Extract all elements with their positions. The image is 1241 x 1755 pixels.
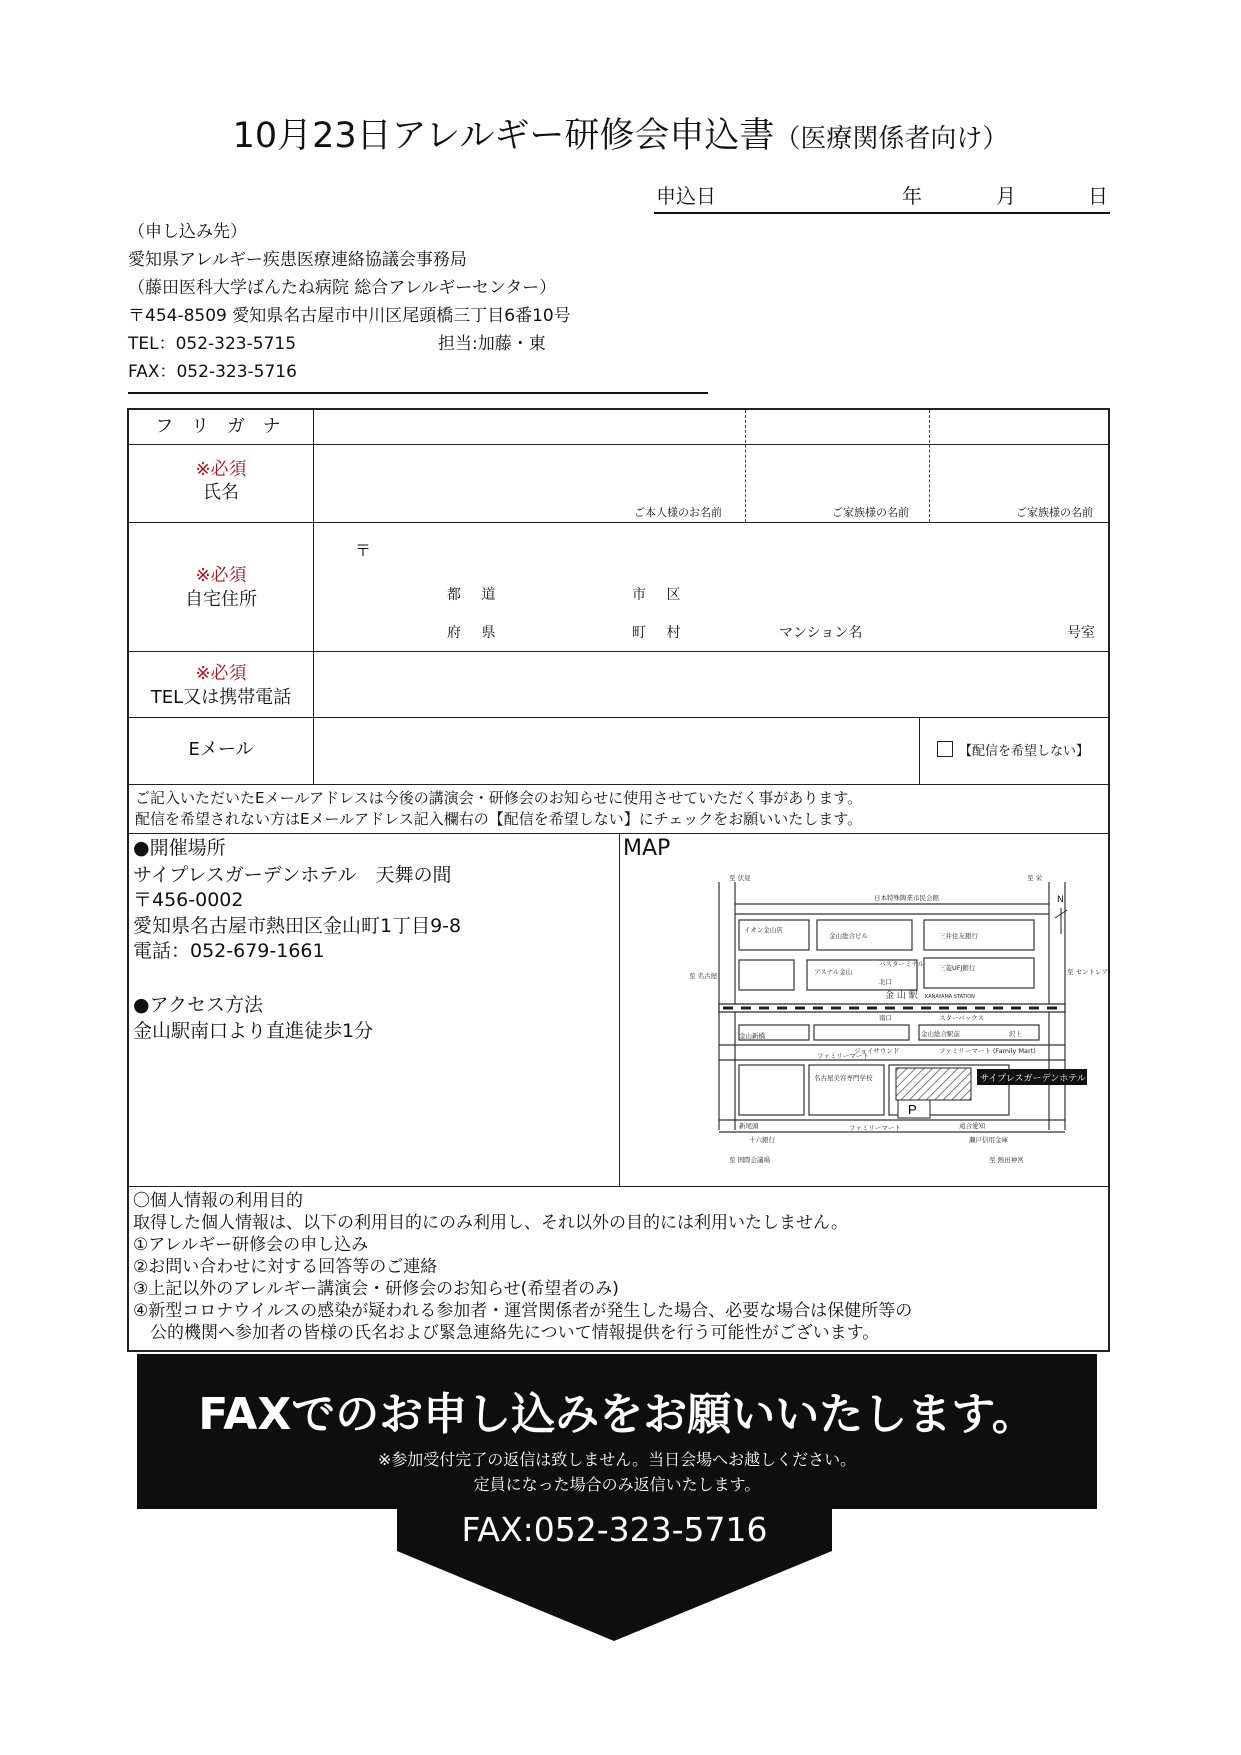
choson-label: 町 村 bbox=[632, 625, 689, 641]
column-divider bbox=[619, 833, 620, 1186]
no-delivery-checkbox[interactable] bbox=[937, 741, 953, 757]
tel-input[interactable] bbox=[315, 653, 1109, 715]
map-aeon: イオン金山店 bbox=[744, 926, 783, 934]
map-mufg: 三菱UFJ銀行 bbox=[939, 964, 976, 972]
title-sub: （医療関係者向け） bbox=[774, 124, 1009, 154]
map-sakae: 至 栄 bbox=[1027, 874, 1043, 882]
shiku-label: 市 区 bbox=[632, 587, 689, 603]
map-kanayama-bldg: 金山総合ビル bbox=[829, 932, 868, 940]
no-delivery-option[interactable] bbox=[937, 740, 1089, 759]
destination-address: 〒454-8509 愛知県名古屋市中川区尾頭橋三丁目6番10号 bbox=[128, 306, 571, 326]
purpose-item-1: ①アレルギー研修会の申し込み bbox=[133, 1235, 369, 1255]
address-label: 自宅住所 bbox=[185, 589, 257, 610]
row-divider bbox=[129, 717, 1108, 718]
map-minamiguchi: 南口 bbox=[879, 1014, 892, 1022]
column-divider bbox=[919, 717, 920, 784]
map-school: 名古屋美容専門学校 bbox=[814, 1074, 873, 1082]
map-shinodashi: 新尾頭 bbox=[739, 1122, 759, 1130]
map-bus: バスターミナル bbox=[879, 960, 925, 968]
map-atsuta: 至 熱田神宮 bbox=[989, 1156, 1024, 1164]
furigana-label: フ リ ガ ナ bbox=[155, 416, 287, 437]
email-label: Eメール bbox=[188, 739, 254, 760]
destination-org: 愛知県アレルギー疾患医療連絡協議会事務局 bbox=[128, 250, 467, 270]
year-label: 年 bbox=[902, 184, 922, 208]
destination-contact: 担当:加藤・東 bbox=[438, 334, 546, 354]
venue-tel: 電話：052-679-1661 bbox=[133, 940, 325, 962]
todo-label: 都 道 bbox=[447, 587, 504, 603]
map-kanayama-ekimae: 金山総合駅前 bbox=[921, 1030, 960, 1038]
access-heading: ●アクセス方法 bbox=[133, 994, 264, 1016]
map-asunal: アスナル金山 bbox=[814, 968, 853, 976]
destination-dept: （藤田医科大学ばんたね病院 総合アレルギーセンター） bbox=[128, 278, 557, 298]
map-kitaguchi: 北口 bbox=[879, 978, 892, 986]
banner-note-2: 定員になった場合のみ返信いたします。 bbox=[473, 1475, 761, 1494]
tel-label: TEL又は携帯電話 bbox=[150, 687, 292, 708]
mansion-label: マンション名 bbox=[779, 625, 863, 641]
map-familymart3: ファミリーマート bbox=[849, 1124, 901, 1132]
fuken-label: 府 県 bbox=[447, 625, 504, 641]
destination-tel-row bbox=[128, 330, 708, 358]
row-divider bbox=[129, 784, 1108, 785]
map-juroku: 十六銀行 bbox=[749, 1136, 775, 1144]
venue-postal: 〒456-0002 bbox=[133, 889, 244, 911]
down-arrow-icon bbox=[397, 1551, 832, 1641]
title-main: 10月23日アレルギー研修会申込書 bbox=[232, 116, 775, 156]
application-form bbox=[127, 408, 1110, 1352]
purpose-item-4b: 公的機関へ参加者の皆様の氏名および緊急連絡先について情報提供を行う可能性がございます。 bbox=[133, 1323, 880, 1343]
venue-address: 愛知県名古屋市熱田区金山町1丁目9-8 bbox=[133, 915, 462, 937]
name-family-caption: ご家族様の名前 bbox=[832, 506, 909, 519]
email-note-2: 配信を希望されない方はEメールアドレス記入欄右の【配信を希望しない】にチェックをお願いいたします。 bbox=[135, 810, 863, 828]
day-label: 日 bbox=[1088, 184, 1108, 208]
map-parking-label: P bbox=[908, 1102, 917, 1117]
destination-block bbox=[128, 218, 708, 394]
purpose-item-4: ④新型コロナウイルスの感染が疑われる参加者・運営関係者が発生した場合、必要な場合は保健所等の bbox=[133, 1301, 913, 1321]
email-input[interactable] bbox=[315, 719, 917, 782]
map-north: N bbox=[1057, 895, 1064, 905]
banner-fax-number: FAX:052-323-5716 bbox=[461, 1510, 768, 1549]
access-map bbox=[689, 870, 1109, 1170]
map-station-en: KANAYAMA STATION bbox=[925, 994, 975, 1000]
dashed-divider bbox=[745, 410, 746, 522]
furigana-input-family[interactable] bbox=[747, 412, 927, 442]
map-aichi: 遠合愛知 bbox=[959, 1122, 985, 1130]
postal-mark: 〒 bbox=[355, 541, 380, 560]
map-nihon: 日本特殊陶業市民会館 bbox=[874, 894, 939, 902]
venue-heading: ●開催場所 bbox=[133, 837, 226, 859]
address-required: ※必須 bbox=[195, 565, 247, 586]
banner-note-1: ※参加受付完了の返信は致しません。当日会場へお越しください。 bbox=[377, 1450, 857, 1469]
row-divider bbox=[129, 522, 1108, 523]
banner-main: FAXでのお申し込みをお願いいたします。 bbox=[198, 1389, 1036, 1440]
map-joysound: ジョイサウンド bbox=[854, 1047, 900, 1055]
purpose-item-3: ③上記以外のアレルギー講演会・研修会のお知らせ(希望者のみ) bbox=[133, 1279, 619, 1299]
map-starbucks: スターバックス bbox=[939, 1014, 985, 1022]
row-divider bbox=[129, 1186, 1108, 1187]
map-label: MAP bbox=[623, 836, 671, 861]
row-divider bbox=[129, 651, 1108, 652]
map-seto: 瀬戸信用金庫 bbox=[969, 1136, 1008, 1144]
map-kaijo: 至 国際会議場 bbox=[729, 1156, 771, 1164]
map-familymart2: ファミリーマート (Family Mart) bbox=[939, 1047, 1036, 1055]
furigana-input-family2[interactable] bbox=[931, 412, 1109, 442]
map-station: 金 山 駅 bbox=[885, 991, 918, 1001]
destination-heading: （申し込み先） bbox=[128, 222, 247, 242]
map-nagoya: 至 名古屋 bbox=[689, 972, 718, 980]
map-familymart1: ファミリーマート bbox=[817, 1052, 869, 1060]
email-note-1: ご記入いただいたEメールアドレスは今後の講演会・研修会のお知らせに使用させていただく事があります。 bbox=[135, 789, 863, 807]
month-label: 月 bbox=[996, 184, 1016, 208]
map-fushimi: 至 伏見 bbox=[729, 874, 751, 882]
name-family2-caption: ご家族様の名前 bbox=[1016, 506, 1093, 519]
fax-banner bbox=[137, 1354, 1097, 1509]
address-input[interactable] bbox=[315, 524, 1109, 649]
tel-required: ※必須 bbox=[195, 663, 247, 684]
venue-name: サイプレスガーデンホテル 天舞の間 bbox=[133, 864, 452, 886]
name-self-caption: ご本人様のお名前 bbox=[634, 506, 722, 519]
destination-tel: TEL：052-323-5715 bbox=[128, 334, 297, 354]
column-divider bbox=[313, 410, 314, 784]
access-text: 金山駅南口より直進徒歩1分 bbox=[133, 1020, 374, 1042]
no-delivery-label: 【配信を希望しない】 bbox=[959, 744, 1090, 759]
map-centrair: 至 セントレア bbox=[1067, 968, 1109, 976]
page-title bbox=[0, 108, 1241, 158]
name-label: 氏名 bbox=[203, 482, 239, 503]
room-label: 号室 bbox=[1067, 625, 1095, 641]
hotel-block bbox=[896, 1068, 971, 1100]
application-date-row[interactable] bbox=[654, 178, 1110, 214]
map-mitsui: 三井住友銀行 bbox=[939, 932, 978, 940]
destination-fax: FAX：052-323-5716 bbox=[128, 362, 297, 382]
purpose-item-2: ②お問い合わせに対する回答等のご連絡 bbox=[133, 1257, 438, 1277]
purpose-heading: 〇個人情報の利用目的 bbox=[133, 1191, 303, 1211]
map-sawakami: 沢上 bbox=[1009, 1030, 1022, 1038]
purpose-intro: 取得した個人情報は、以下の利用目的にのみ利用し、それ以外の目的には利用いたしません。 bbox=[133, 1213, 849, 1233]
furigana-input-self[interactable] bbox=[315, 412, 743, 442]
map-kanayama-shinbashi: 金山新橋 bbox=[739, 1032, 765, 1040]
map-hotel-label: サイプレスガーデンホテル bbox=[980, 1074, 1086, 1084]
dashed-divider bbox=[929, 410, 930, 522]
date-label: 申込日 bbox=[656, 184, 716, 208]
name-required: ※必須 bbox=[195, 459, 247, 480]
row-divider bbox=[129, 444, 1108, 445]
